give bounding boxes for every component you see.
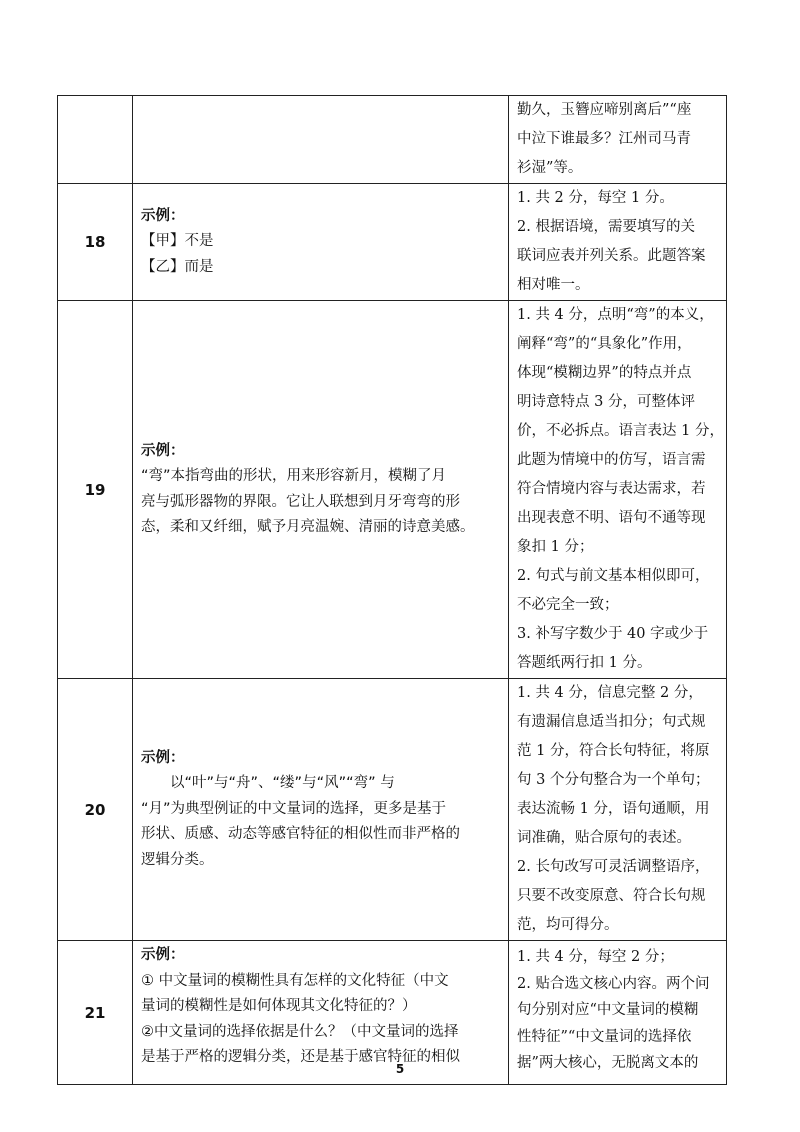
note-line: 1. 共 4 分，点明“弯”的本义，	[517, 307, 714, 323]
note-line: 阐释“弯”的“具象化”作用，	[517, 336, 692, 352]
answer-cell	[133, 301, 509, 679]
answer-line: “月”为典型例证的中文量词的选择，更多是基于	[141, 800, 447, 817]
note-line: 据”两大核心，无脱离文本的	[517, 1055, 699, 1071]
table-row	[58, 96, 727, 184]
note-line: 2. 句式与前文基本相似即可，	[517, 568, 710, 584]
question-number: 19	[58, 301, 133, 679]
note-line: 只要不改变原意、符合长句规	[517, 888, 706, 904]
table-row	[58, 184, 727, 301]
note-line: 1. 共 4 分，信息完整 2 分，	[517, 685, 703, 701]
example-label: 示例：	[141, 442, 185, 459]
note-line: 此题为情境中的仿写，语言需	[517, 452, 706, 468]
scoring-note-cell	[509, 184, 727, 301]
note-line: 3. 补写字数少于 40 字或少于	[517, 626, 709, 642]
note-line: 勤久，玉簪应啼别离后”“座	[517, 102, 692, 118]
note-line: 相对唯一。	[517, 277, 590, 293]
note-line: 有遗漏信息适当扣分；句式规	[517, 714, 706, 730]
answer-line: 态，柔和又纤细，赋予月亮温婉、清丽的诗意美感。	[141, 519, 475, 535]
note-line: 衫湿”等。	[517, 160, 583, 176]
note-line: 不必完全一致；	[517, 597, 619, 613]
table-row	[58, 679, 727, 941]
question-number: 18	[58, 184, 133, 301]
answer-line: 以“叶”与“舟”、“缕”与“风”“弯” 与	[170, 775, 395, 792]
answer-line: 亮与弧形器物的界限。它让人联想到月牙弯弯的形	[141, 493, 460, 510]
answer-line: ②中文量词的选择依据是什么？（中文量词的选择	[141, 1023, 459, 1040]
answer-cell	[133, 96, 509, 184]
answer-line: 是基于严格的逻辑分类，还是基于感官特征的相似	[141, 1049, 460, 1065]
answer-line: ① 中文量词的模糊性具有怎样的文化特征（中文	[141, 972, 449, 989]
scoring-note-cell	[509, 679, 727, 941]
example-label: 示例：	[141, 749, 185, 766]
table-row	[58, 301, 727, 679]
example-label: 示例：	[141, 947, 185, 963]
note-line: 1. 共 2 分，每空 1 分。	[517, 190, 674, 206]
answer-line: 【乙】而是	[141, 258, 214, 275]
example-label: 示例：	[141, 207, 185, 224]
note-line: 词准确，贴合原句的表述。	[517, 830, 691, 846]
answer-line: 量词的模糊性是如何体现其文化特征的？）	[141, 998, 417, 1014]
note-line: 联词应表并列关系。此题答案	[517, 248, 706, 264]
note-line: 句 3 个分句整合为一个单句；	[517, 772, 710, 788]
note-line: 表达流畅 1 分，语句通顺，用	[517, 801, 710, 817]
note-line: 体现“模糊边界”的特点并点	[517, 365, 692, 381]
answer-line: 逻辑分类。	[141, 851, 214, 868]
scoring-note-cell	[509, 96, 727, 184]
note-line: 2. 长句改写可灵活调整语序，	[517, 859, 710, 875]
answer-cell	[133, 184, 509, 301]
question-number: 21	[58, 941, 133, 1085]
scoring-note-cell	[509, 301, 727, 679]
note-line: 句分别对应“中文量词的模糊	[517, 1002, 699, 1018]
answer-cell	[133, 679, 509, 941]
question-number: 20	[58, 679, 133, 941]
note-line: 明诗意特点 3 分，可整体评	[517, 394, 695, 410]
note-line: 符合情境内容与表达需求，若	[517, 481, 706, 497]
note-line: 范 1 分，符合长句特征，将原	[517, 743, 710, 759]
note-line: 范，均可得分。	[517, 917, 619, 933]
note-line: 象扣 1 分；	[517, 539, 594, 555]
page-number: 5	[395, 1062, 405, 1076]
note-line: 出现表意不明、语句不通等现	[517, 510, 706, 526]
note-line: 性特征”“中文量词的选择依	[517, 1028, 692, 1045]
note-line: 答题纸两行扣 1 分。	[517, 655, 652, 671]
note-line: 2. 贴合选文核心内容。两个问	[517, 975, 710, 992]
note-line: 价，不必拆点。语言表达 1 分，	[517, 423, 724, 439]
note-line: 中泣下谁最多？江州司马青	[517, 131, 691, 147]
answer-line: “弯”本指弯曲的形状，用来形容新月，模糊了月	[141, 468, 447, 484]
note-line: 1. 共 4 分，每空 2 分；	[517, 949, 674, 965]
question-number	[58, 96, 133, 184]
answer-line: 【甲】不是	[141, 233, 214, 250]
answer-line: 形状、质感、动态等感官特征的相似性而非严格的	[141, 826, 460, 843]
answer-table	[57, 95, 727, 1085]
note-line: 2. 根据语境，需要填写的关	[517, 219, 695, 235]
